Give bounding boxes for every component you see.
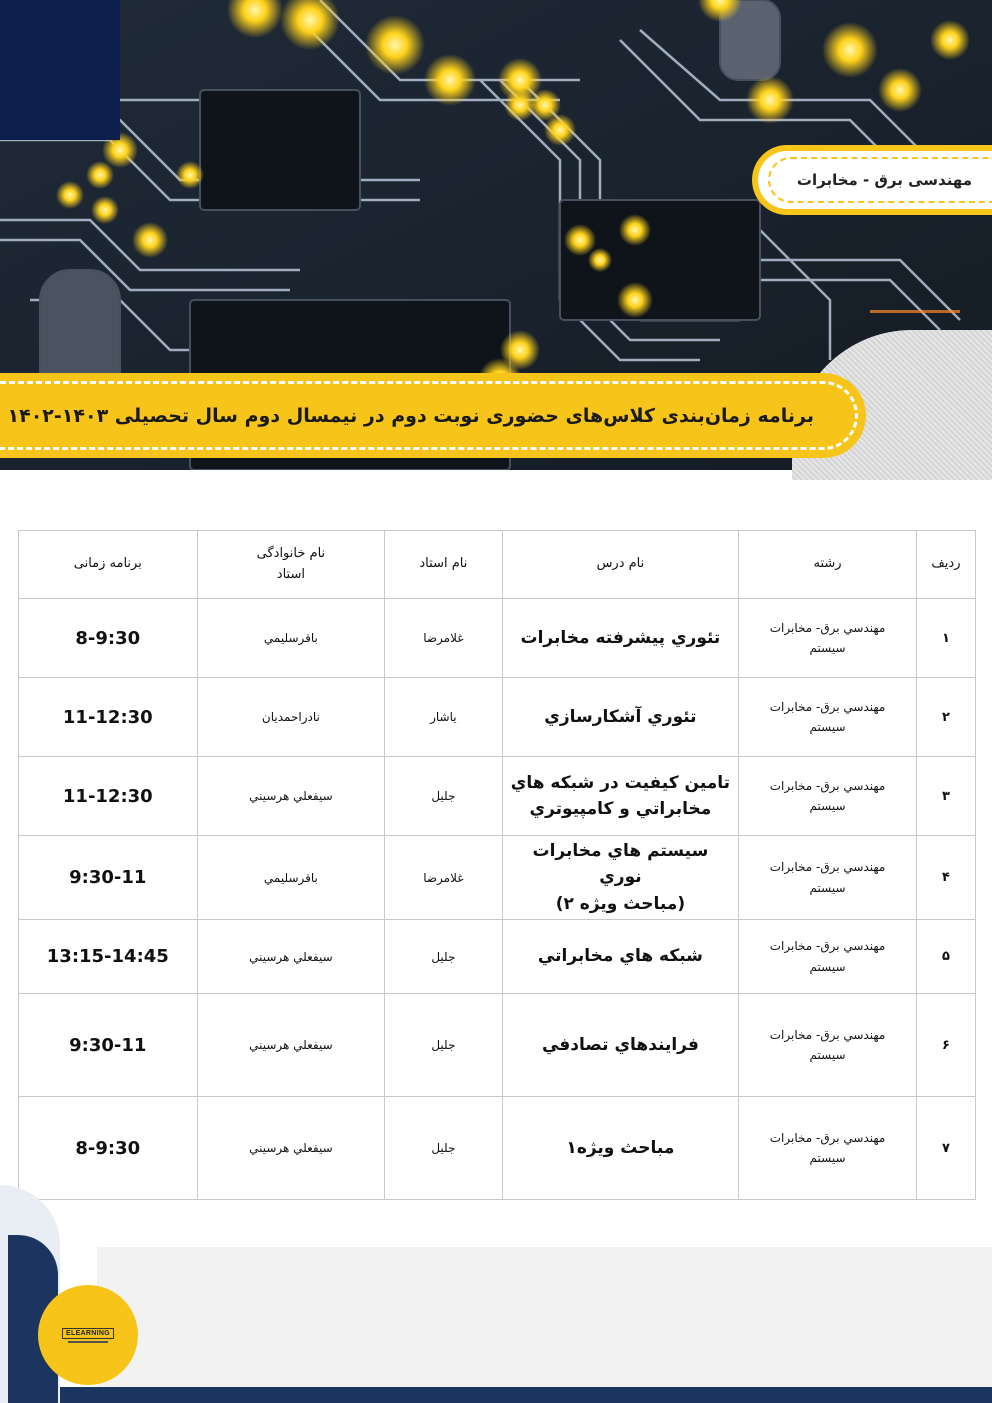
field-cell bbox=[739, 994, 917, 1097]
field-badge-label: مهندسی برق - مخابرات bbox=[796, 171, 972, 189]
field-line2: سيستم bbox=[809, 720, 846, 734]
row-number: ۶ bbox=[916, 994, 975, 1097]
field-line2: سيستم bbox=[809, 1048, 846, 1063]
course-line2: مخابراتي و كامپيوتري bbox=[529, 799, 712, 819]
table-row bbox=[19, 599, 976, 678]
table-header-row bbox=[19, 531, 976, 599]
course-cell bbox=[502, 757, 739, 836]
course-line1: فرايندهاي تصادفي bbox=[541, 1034, 699, 1055]
field-line2: سيستم bbox=[809, 1151, 846, 1166]
course-cell bbox=[502, 836, 739, 920]
logo-underline bbox=[68, 1341, 108, 1343]
time-cell: 11-12:30 bbox=[19, 678, 198, 757]
time-cell: 13:15-14:45 bbox=[19, 920, 198, 994]
row-number: ۱ bbox=[916, 599, 975, 678]
field-cell bbox=[739, 678, 917, 757]
field-line2: سيستم bbox=[809, 799, 846, 813]
teacher-name-cell: غلامرضا bbox=[385, 836, 502, 920]
field-line1: مهندسي برق- مخابرات bbox=[769, 778, 886, 793]
footer-bar bbox=[60, 1387, 992, 1403]
row-number: ۳ bbox=[916, 757, 975, 836]
row-number: ۵ bbox=[916, 920, 975, 994]
course-line1: مباحث ويژه۱ bbox=[566, 1137, 675, 1158]
teacher-family-cell: سيفعلي هرسيني bbox=[197, 757, 385, 836]
teacher-name-cell: ياشار bbox=[385, 678, 502, 757]
field-line1: مهندسي برق- مخابرات bbox=[769, 699, 886, 714]
course-line2: (مباحث ويژه ۲) bbox=[555, 893, 686, 914]
course-cell bbox=[502, 1097, 739, 1200]
teacher-name-cell: غلامرضا bbox=[385, 599, 502, 678]
field-cell bbox=[739, 599, 917, 678]
field-line1: مهندسي برق- مخابرات bbox=[769, 860, 886, 875]
field-cell bbox=[739, 836, 917, 920]
course-line1: تامين كيفيت در شبكه هاي bbox=[510, 772, 731, 793]
table-row bbox=[19, 1097, 976, 1200]
teacher-name-cell: جليل bbox=[385, 920, 502, 994]
field-line1: مهندسي برق- مخابرات bbox=[769, 620, 886, 635]
teacher-family-cell: سيفعلي هرسيني bbox=[197, 1097, 385, 1200]
course-cell bbox=[502, 994, 739, 1097]
header-time: برنامه زمانی bbox=[19, 531, 198, 599]
header-teacher-family-line2: استاد bbox=[276, 566, 305, 582]
time-cell: 9:30-11 bbox=[19, 994, 198, 1097]
table-row bbox=[19, 920, 976, 994]
field-line1: مهندسي برق- مخابرات bbox=[769, 1027, 886, 1042]
course-line1: تئوري آشكارسازي bbox=[544, 706, 697, 727]
header-teacher-name: نام استاد bbox=[385, 531, 502, 599]
teacher-family-cell: باقرسليمي bbox=[197, 836, 385, 920]
field-badge bbox=[752, 145, 992, 215]
navy-corner-decoration bbox=[0, 0, 120, 140]
field-cell bbox=[739, 920, 917, 994]
logo-text: ELEARNING bbox=[62, 1328, 114, 1339]
row-number: ۷ bbox=[916, 1097, 975, 1200]
field-cell bbox=[739, 757, 917, 836]
table-row bbox=[19, 757, 976, 836]
teacher-family-cell: سيفعلي هرسيني bbox=[197, 920, 385, 994]
course-line1: تئوري پيشرفته مخابرات bbox=[520, 627, 721, 648]
teacher-name-cell: جليل bbox=[385, 1097, 502, 1200]
course-cell bbox=[502, 678, 739, 757]
course-cell bbox=[502, 599, 739, 678]
elearning-logo-icon bbox=[38, 1285, 138, 1385]
time-cell: 11-12:30 bbox=[19, 757, 198, 836]
time-cell: 8-9:30 bbox=[19, 1097, 198, 1200]
row-number: ۲ bbox=[916, 678, 975, 757]
teacher-name-cell: جليل bbox=[385, 994, 502, 1097]
schedule-table bbox=[18, 530, 976, 1200]
course-line1: شبكه هاي مخابراتي bbox=[537, 946, 703, 967]
teacher-family-cell: باقرسليمي bbox=[197, 599, 385, 678]
course-line1: سيستم هاي مخابرات نوري bbox=[532, 841, 709, 888]
header-teacher-family-line1: نام خانوادگی bbox=[256, 545, 326, 561]
field-line2: سيستم bbox=[809, 959, 846, 974]
field-cell bbox=[739, 1097, 917, 1200]
teacher-family-cell: سيفعلي هرسيني bbox=[197, 994, 385, 1097]
table-row bbox=[19, 678, 976, 757]
header-teacher-family bbox=[197, 531, 385, 599]
time-cell: 8-9:30 bbox=[19, 599, 198, 678]
header-course: نام درس bbox=[502, 531, 739, 599]
table-row bbox=[19, 836, 976, 920]
header-field: رشته bbox=[739, 531, 917, 599]
time-cell: 9:30-11 bbox=[19, 836, 198, 920]
field-line1: مهندسي برق- مخابرات bbox=[769, 1130, 886, 1145]
teacher-family-cell: نادراحمديان bbox=[197, 678, 385, 757]
field-line2: سيستم bbox=[809, 641, 846, 655]
footer-panel bbox=[97, 1247, 992, 1387]
title-banner bbox=[0, 373, 866, 458]
field-line1: مهندسي برق- مخابرات bbox=[769, 939, 886, 954]
row-number: ۴ bbox=[916, 836, 975, 920]
table-row bbox=[19, 994, 976, 1097]
page-title: برنامه زمان‌بندی کلاس‌های حضوری نوبت دوم در نیمسال دوم سال تحصیلی ۱۴۰۳-۱۴۰۲ bbox=[7, 404, 814, 427]
field-line2: سيستم bbox=[809, 880, 846, 895]
teacher-name-cell: جليل bbox=[385, 757, 502, 836]
course-cell bbox=[502, 920, 739, 994]
header-row-number: ردیف bbox=[916, 531, 975, 599]
